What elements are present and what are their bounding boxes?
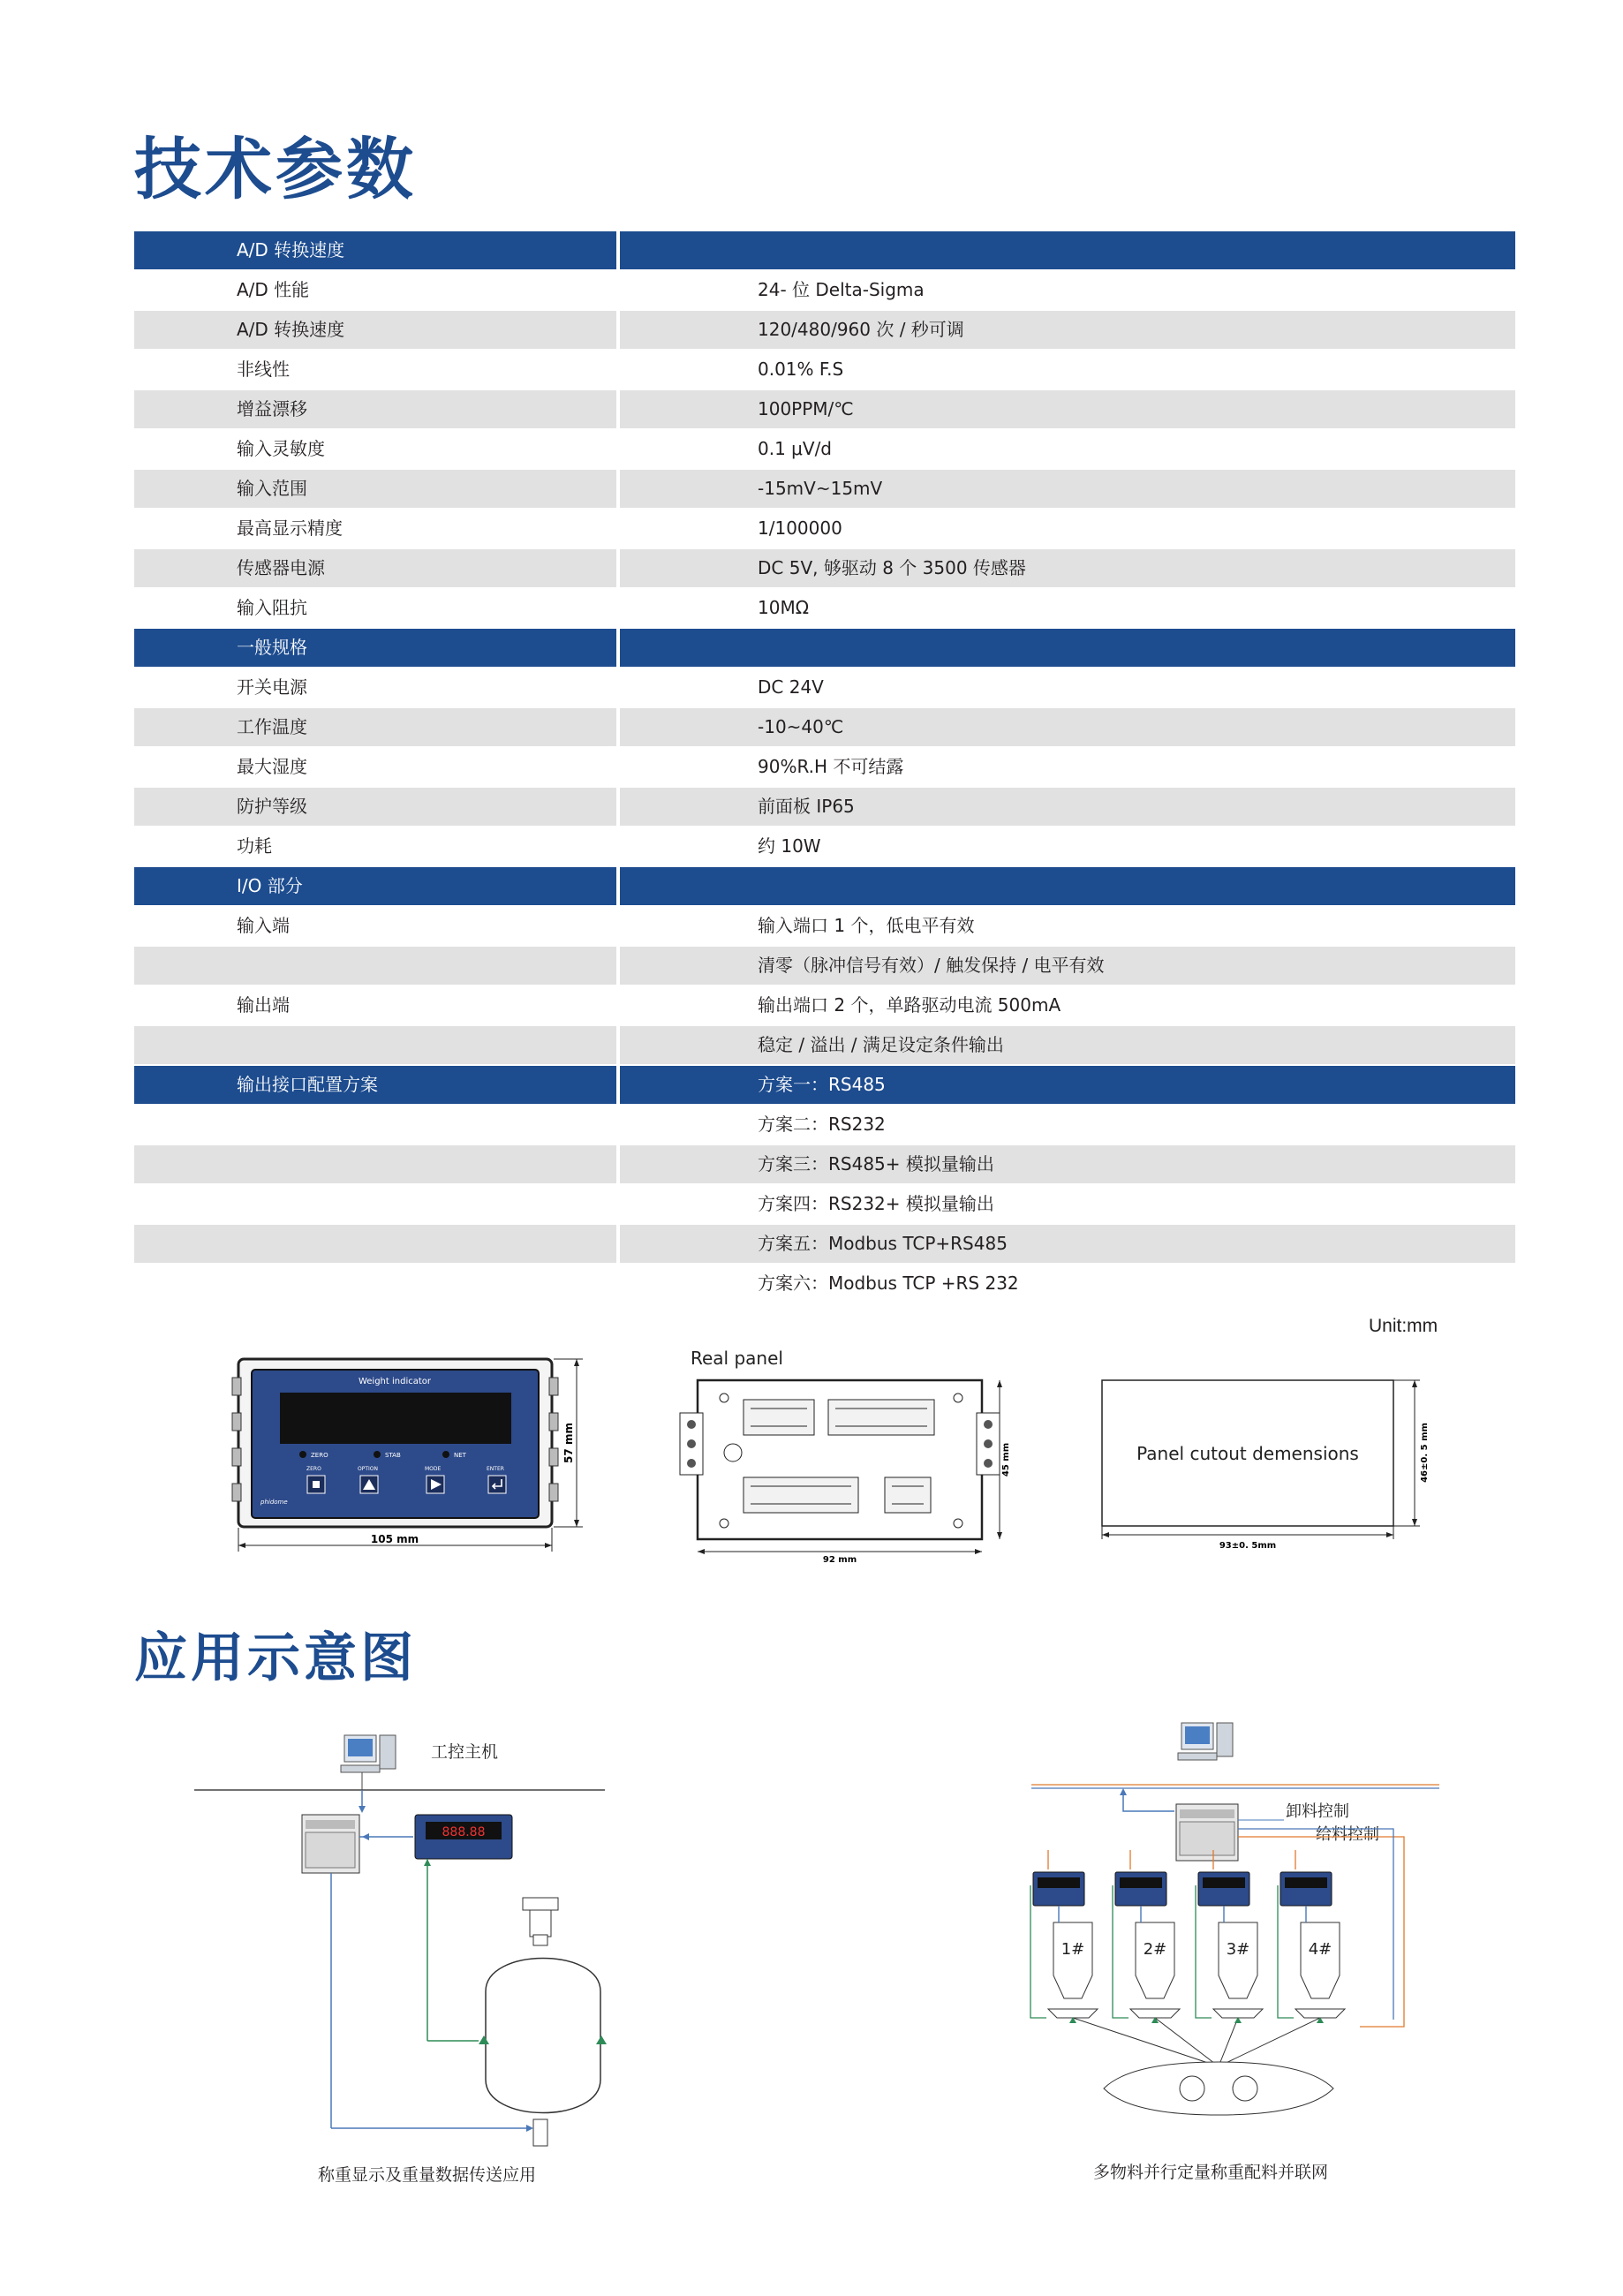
hopper-icon (1219, 1922, 1257, 1998)
spec-value: 90%R.H 不可结露 (758, 756, 904, 777)
spec-value: 24- 位 Delta-Sigma (758, 279, 925, 300)
spec-value: -15mV~15mV (620, 470, 1515, 508)
rear-width-label: 92 mm (822, 1555, 857, 1565)
spec-value: DC 24V (758, 676, 824, 698)
spec-value: 约 10W (758, 835, 821, 857)
spec-row (134, 549, 1515, 589)
spec-value: 前面板 IP65 (620, 788, 1515, 826)
spec-label: 非线性 (237, 359, 290, 380)
spec-value: 方案五：Modbus TCP+RS485 (620, 1225, 1515, 1263)
hopper-label: 2# (1143, 1940, 1167, 1959)
spec-label: 工作温度 (134, 708, 616, 746)
spec-row (134, 470, 1515, 510)
spec-row (134, 311, 1515, 351)
spec-row (134, 1145, 1515, 1185)
spec-value: 1/100000 (758, 517, 842, 539)
front-width-label: 105 mm (370, 1533, 419, 1545)
front-btn-zero-label: ZERO (306, 1466, 321, 1472)
spec-label: 最大湿度 (237, 756, 307, 777)
front-btn-enter-label: ENTER (487, 1466, 504, 1472)
front-panel-lcd (280, 1393, 511, 1444)
spec-label: 输入阻抗 (237, 597, 307, 618)
hopper-label: 4# (1308, 1940, 1332, 1959)
cutout-title: Panel cutout demensions (1136, 1443, 1359, 1464)
spec-value (620, 867, 1515, 905)
plc-icon (1176, 1804, 1238, 1861)
spec-label: 输出端 (237, 994, 290, 1016)
spec-value: 100PPM/℃ (620, 390, 1515, 428)
spec-value: 0.1 μV/d (758, 438, 833, 459)
spec-row (134, 1265, 1515, 1304)
spec-row (134, 390, 1515, 430)
spec-label: I/O 部分 (134, 867, 616, 905)
app2-caption: 多物料并行定量称重配料并联网 (1093, 2163, 1329, 2182)
spec-label: 增益漂移 (134, 390, 616, 428)
spec-row (134, 351, 1515, 390)
app1-diagram (194, 1726, 618, 2168)
spec-label: A/D 转换速度 (134, 311, 616, 349)
spec-label (134, 1265, 616, 1303)
spec-value: 输入端口 1 个，低电平有效 (758, 915, 975, 936)
spec-row (134, 510, 1515, 549)
spec-row (134, 986, 1515, 1026)
spec-label: 输入范围 (134, 470, 616, 508)
spec-value: 120/480/960 次 / 秒可调 (620, 311, 1515, 349)
spec-label (134, 947, 616, 985)
spec-row (134, 1185, 1515, 1225)
weight-indicator-icon (1033, 1872, 1084, 1906)
app-title: 应用示意图 (134, 1628, 417, 1689)
spec-value: 清零（脉冲信号有效）/ 触发保持 / 电平有效 (620, 947, 1515, 985)
spec-label: 传感器电源 (134, 549, 616, 587)
app2-diagram (989, 1718, 1448, 2141)
hopper-label: 1# (1061, 1940, 1085, 1959)
front-indicator-net: NET (454, 1452, 466, 1459)
feed-control-label: 给料控制 (1316, 1825, 1379, 1844)
spec-label (134, 1106, 616, 1144)
spec-label: 输出接口配置方案 (134, 1066, 616, 1104)
spec-value: 0.01% F.S (758, 359, 844, 380)
spec-label: 防护等级 (134, 788, 616, 826)
spec-value: DC 5V, 够驱动 8 个 3500 传感器 (620, 549, 1515, 587)
spec-value: 方案六：Modbus TCP +RS 232 (758, 1273, 1019, 1294)
front-indicator-stab: STAB (385, 1452, 401, 1459)
spec-label (134, 1185, 616, 1223)
hopper-icon (1301, 1922, 1340, 1998)
spec-row (134, 589, 1515, 629)
spec-value: 输出端口 2 个，单路驱动电流 500mA (758, 994, 1061, 1016)
spec-label: 开关电源 (237, 676, 307, 698)
spec-row (134, 748, 1515, 788)
computer-icon (341, 1735, 396, 1772)
front-height-label: 57 mm (562, 1423, 575, 1463)
spec-value: 方案三：RS485+ 模拟量输出 (620, 1145, 1515, 1183)
front-brand: phidome (260, 1499, 288, 1506)
spec-label: 输入灵敏度 (237, 438, 325, 459)
weight-indicator-icon (1115, 1872, 1166, 1906)
spec-value: 方案一：RS485 (620, 1066, 1515, 1104)
spec-row (134, 907, 1515, 947)
computer-icon (1178, 1723, 1233, 1760)
spec-value: 10MΩ (758, 597, 809, 618)
spec-table (134, 231, 1515, 1304)
spec-section-header (134, 867, 1515, 907)
spec-row (134, 668, 1515, 708)
front-panel-drawing (225, 1347, 596, 1559)
hopper-icon (1136, 1922, 1174, 1998)
hopper-label: 3# (1226, 1940, 1250, 1959)
spec-label (134, 1145, 616, 1183)
spec-label: 一般规格 (134, 629, 616, 667)
app1-display-value: 888.88 (442, 1825, 486, 1839)
front-indicator-zero: ZERO (311, 1452, 328, 1459)
tank-icon (486, 1898, 600, 2146)
spec-label: 最高显示精度 (237, 517, 343, 539)
front-enter-button (488, 1476, 506, 1493)
front-btn-mode-label: MODE (425, 1466, 442, 1472)
spec-section-header (134, 231, 1515, 271)
spec-row (134, 1026, 1515, 1066)
spec-value (620, 629, 1515, 667)
spec-value: 方案二：RS232 (758, 1114, 886, 1135)
spec-label: 输入端 (237, 915, 290, 936)
spec-row (134, 1225, 1515, 1265)
spec-label: A/D 转换速度 (134, 231, 616, 269)
hopper-unit-3 (1196, 1850, 1263, 2066)
weight-indicator-icon (1280, 1872, 1332, 1906)
hopper-icon (1053, 1922, 1092, 1998)
rear-height-label: 45 mm (1001, 1442, 1011, 1477)
app1-caption: 称重显示及重量数据传送应用 (318, 2165, 537, 2185)
spec-row (134, 430, 1515, 470)
spec-value: 稳定 / 溢出 / 满足设定条件输出 (620, 1026, 1515, 1064)
spec-row (134, 708, 1515, 748)
cutout-width-label: 93±0. 5mm (1219, 1541, 1277, 1551)
cutout-drawing (1086, 1347, 1439, 1563)
host-label: 工控主机 (431, 1742, 499, 1762)
front-btn-option-label: OPTION (358, 1466, 378, 1472)
spec-label: A/D 性能 (237, 279, 310, 300)
spec-row (134, 271, 1515, 311)
specs-title: 技术参数 (134, 130, 417, 208)
spec-label: 功耗 (237, 835, 272, 857)
spec-value (620, 231, 1515, 269)
spec-row (134, 947, 1515, 986)
mixer-icon (1104, 2062, 1333, 2115)
spec-row (134, 827, 1515, 867)
cutout-height-label: 46±0. 5 mm (1420, 1423, 1430, 1483)
weight-indicator-icon (1198, 1872, 1249, 1906)
unit-label: Unit:mm (1369, 1316, 1438, 1336)
spec-label (134, 1225, 616, 1263)
spec-section-header (134, 1066, 1515, 1106)
spec-value: -10~40℃ (620, 708, 1515, 746)
discharge-control-label: 卸料控制 (1286, 1802, 1349, 1821)
spec-value: 方案四：RS232+ 模拟量输出 (758, 1193, 994, 1214)
spec-label (134, 1026, 616, 1064)
weight-indicator-icon (415, 1815, 512, 1859)
spec-section-header (134, 629, 1515, 668)
spec-row (134, 788, 1515, 827)
spec-row (134, 1106, 1515, 1145)
rear-panel-title: Real panel (691, 1348, 783, 1369)
rear-panel-drawing (680, 1347, 1015, 1565)
front-panel-title: Weight indicator (358, 1377, 432, 1386)
plc-icon (302, 1815, 359, 1873)
